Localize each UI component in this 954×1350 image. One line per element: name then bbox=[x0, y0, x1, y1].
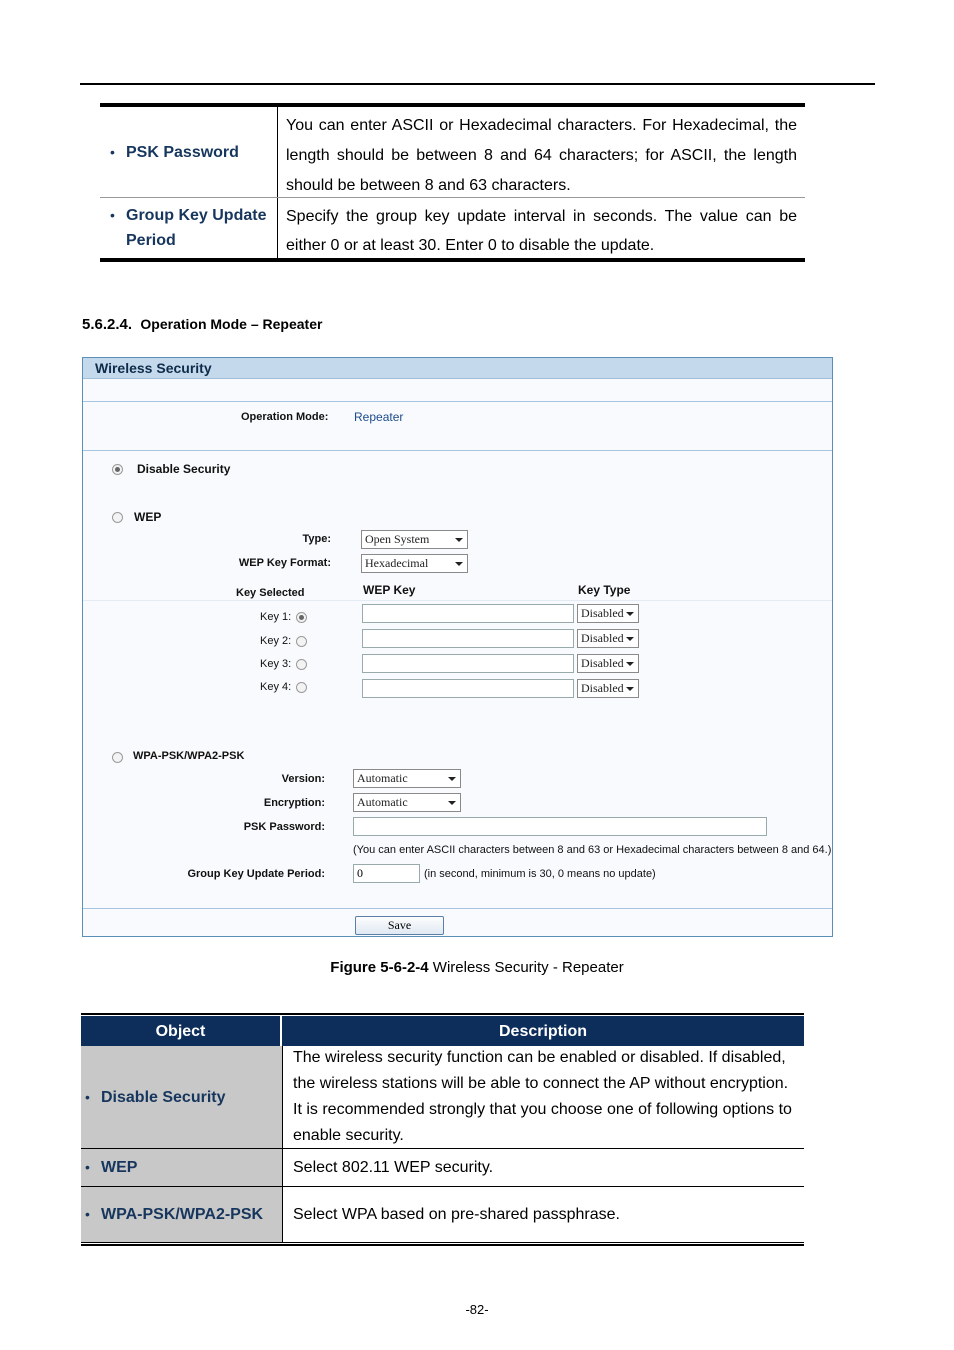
version-label: Version: bbox=[281, 773, 325, 785]
key-4-type-value: Disabled bbox=[581, 681, 624, 695]
divider bbox=[83, 450, 832, 451]
table-bottom-border bbox=[81, 1242, 804, 1246]
version-select[interactable] bbox=[353, 769, 461, 788]
psk-password-label: PSK Password: bbox=[243, 821, 325, 833]
operation-mode-value: Repeater bbox=[354, 410, 404, 424]
wep-type-value: Open System bbox=[365, 532, 430, 546]
key-4-radio[interactable] bbox=[296, 682, 307, 693]
disable-security-radio[interactable] bbox=[112, 464, 123, 475]
object-label: Disable Security bbox=[101, 1088, 226, 1106]
bullet-icon: • bbox=[110, 143, 115, 160]
object-column-header: Object bbox=[81, 1016, 282, 1046]
object-label: WEP bbox=[101, 1159, 138, 1176]
chevron-down-icon bbox=[455, 562, 463, 566]
psk-parameter-table bbox=[100, 103, 805, 262]
encryption-label: Encryption: bbox=[263, 797, 325, 809]
chevron-down-icon bbox=[455, 538, 463, 542]
divider bbox=[83, 908, 832, 909]
object-cell bbox=[100, 198, 278, 258]
bullet-icon: • bbox=[85, 1088, 90, 1105]
key-2-input[interactable] bbox=[362, 629, 574, 648]
object-cell bbox=[81, 1187, 283, 1242]
wpa-psk-label: WPA-PSK/WPA2-PSK bbox=[133, 750, 245, 762]
section-title: Operation Mode – Repeater bbox=[140, 316, 323, 332]
chevron-down-icon bbox=[626, 687, 634, 691]
group-key-update-input[interactable]: 0 bbox=[353, 864, 420, 883]
table-row bbox=[100, 198, 805, 258]
key-3-label: Key 3: bbox=[260, 658, 292, 670]
bullet-icon: • bbox=[110, 207, 115, 223]
version-value: Automatic bbox=[357, 771, 408, 785]
object-label-cont: Period bbox=[126, 232, 176, 249]
key-1-type-select[interactable] bbox=[577, 604, 639, 623]
wireless-security-panel bbox=[82, 357, 833, 937]
table-row bbox=[81, 1187, 804, 1242]
table-row bbox=[81, 1149, 804, 1187]
figure-title: Wireless Security - Repeater bbox=[428, 959, 624, 976]
chevron-down-icon bbox=[626, 637, 634, 641]
key-1-type-value: Disabled bbox=[581, 606, 624, 620]
wep-radio[interactable] bbox=[112, 512, 123, 523]
wep-label: WEP bbox=[134, 510, 162, 524]
encryption-select[interactable] bbox=[353, 793, 461, 812]
description-cell: You can enter ASCII or Hexadecimal characters. For Hexadecimal, the length should be between 8 and 64 characters; for ASCII, the length should be between 8 and 63 characters. bbox=[286, 117, 797, 194]
wep-key-column-header: WEP Key bbox=[363, 583, 416, 597]
operation-mode-label: Operation Mode: bbox=[241, 411, 329, 423]
psk-password-hint: (You can enter ASCII characters between 8 and 63 or Hexadecimal characters between 8 and 64.) bbox=[353, 844, 832, 856]
section-heading bbox=[82, 316, 322, 333]
chevron-down-icon bbox=[448, 777, 456, 781]
description-column-header: Description bbox=[498, 1023, 587, 1040]
bullet-icon: • bbox=[85, 1206, 90, 1222]
object-label: Group Key Update bbox=[126, 207, 267, 224]
description-cell: Specify the group key update interval in seconds. The value can be either 0 or at least 30. Enter 0 to disable the update. bbox=[286, 208, 797, 254]
wep-format-label: WEP Key Format: bbox=[238, 557, 331, 569]
psk-password-input[interactable] bbox=[353, 817, 767, 836]
save-button[interactable]: Save bbox=[355, 916, 444, 935]
wep-type-select[interactable] bbox=[361, 530, 468, 549]
panel-header: Wireless Security bbox=[83, 358, 832, 379]
key-2-type-value: Disabled bbox=[581, 631, 624, 645]
key-3-type-value: Disabled bbox=[581, 656, 624, 670]
page-number: -82- bbox=[465, 1302, 489, 1317]
key-4-input[interactable] bbox=[362, 679, 574, 698]
encryption-value: Automatic bbox=[357, 795, 408, 809]
group-key-update-hint: (in second, minimum is 30, 0 means no update) bbox=[424, 868, 656, 880]
divider bbox=[83, 600, 832, 601]
object-label: WPA-PSK/WPA2-PSK bbox=[101, 1206, 264, 1223]
key-4-label: Key 4: bbox=[260, 681, 292, 693]
wep-format-select[interactable] bbox=[361, 554, 468, 573]
key-2-type-select[interactable] bbox=[577, 629, 639, 648]
key-3-radio[interactable] bbox=[296, 659, 307, 670]
chevron-down-icon bbox=[448, 801, 456, 805]
chevron-down-icon bbox=[626, 662, 634, 666]
divider bbox=[83, 401, 832, 402]
wpa-psk-radio[interactable] bbox=[112, 752, 123, 763]
description-cell: Select WPA based on pre-shared passphrase. bbox=[293, 1205, 620, 1223]
key-1-label: Key 1: bbox=[260, 611, 292, 623]
key-2-label: Key 2: bbox=[260, 635, 292, 647]
key-1-input[interactable] bbox=[362, 604, 574, 623]
key-type-column-header: Key Type bbox=[578, 583, 631, 597]
key-3-input[interactable] bbox=[362, 654, 574, 673]
table-row bbox=[100, 107, 805, 198]
chevron-down-icon bbox=[626, 612, 634, 616]
object-cell bbox=[100, 107, 278, 197]
header-rule bbox=[80, 83, 875, 85]
description-cell: The wireless security function can be enabled or disabled. If disabled, the wireless stations will be able to connect the AP without encryption. It is recommended strongly that you choose one of following options to enable security. bbox=[293, 1049, 792, 1144]
key-4-type-select[interactable] bbox=[577, 679, 639, 698]
key-3-type-select[interactable] bbox=[577, 654, 639, 673]
object-description-table bbox=[81, 1013, 804, 1246]
figure-caption bbox=[0, 959, 954, 976]
object-label: PSK Password bbox=[126, 143, 239, 161]
disable-security-label: Disable Security bbox=[137, 462, 231, 476]
object-cell bbox=[81, 1149, 283, 1186]
key-2-radio[interactable] bbox=[296, 636, 307, 647]
group-key-update-label: Group Key Update Period: bbox=[187, 868, 325, 880]
wep-format-value: Hexadecimal bbox=[365, 556, 429, 570]
bullet-icon: • bbox=[85, 1159, 90, 1175]
object-cell bbox=[81, 1046, 283, 1148]
table-row bbox=[81, 1046, 804, 1149]
figure-number: Figure 5-6-2-4 bbox=[330, 959, 429, 976]
table-header bbox=[81, 1015, 804, 1046]
wep-type-label: Type: bbox=[302, 533, 331, 545]
key-1-radio[interactable] bbox=[296, 612, 307, 623]
section-number: 5.6.2.4. bbox=[82, 316, 133, 333]
key-selected-label: Key Selected bbox=[236, 587, 305, 599]
description-cell: Select 802.11 WEP security. bbox=[293, 1158, 494, 1176]
